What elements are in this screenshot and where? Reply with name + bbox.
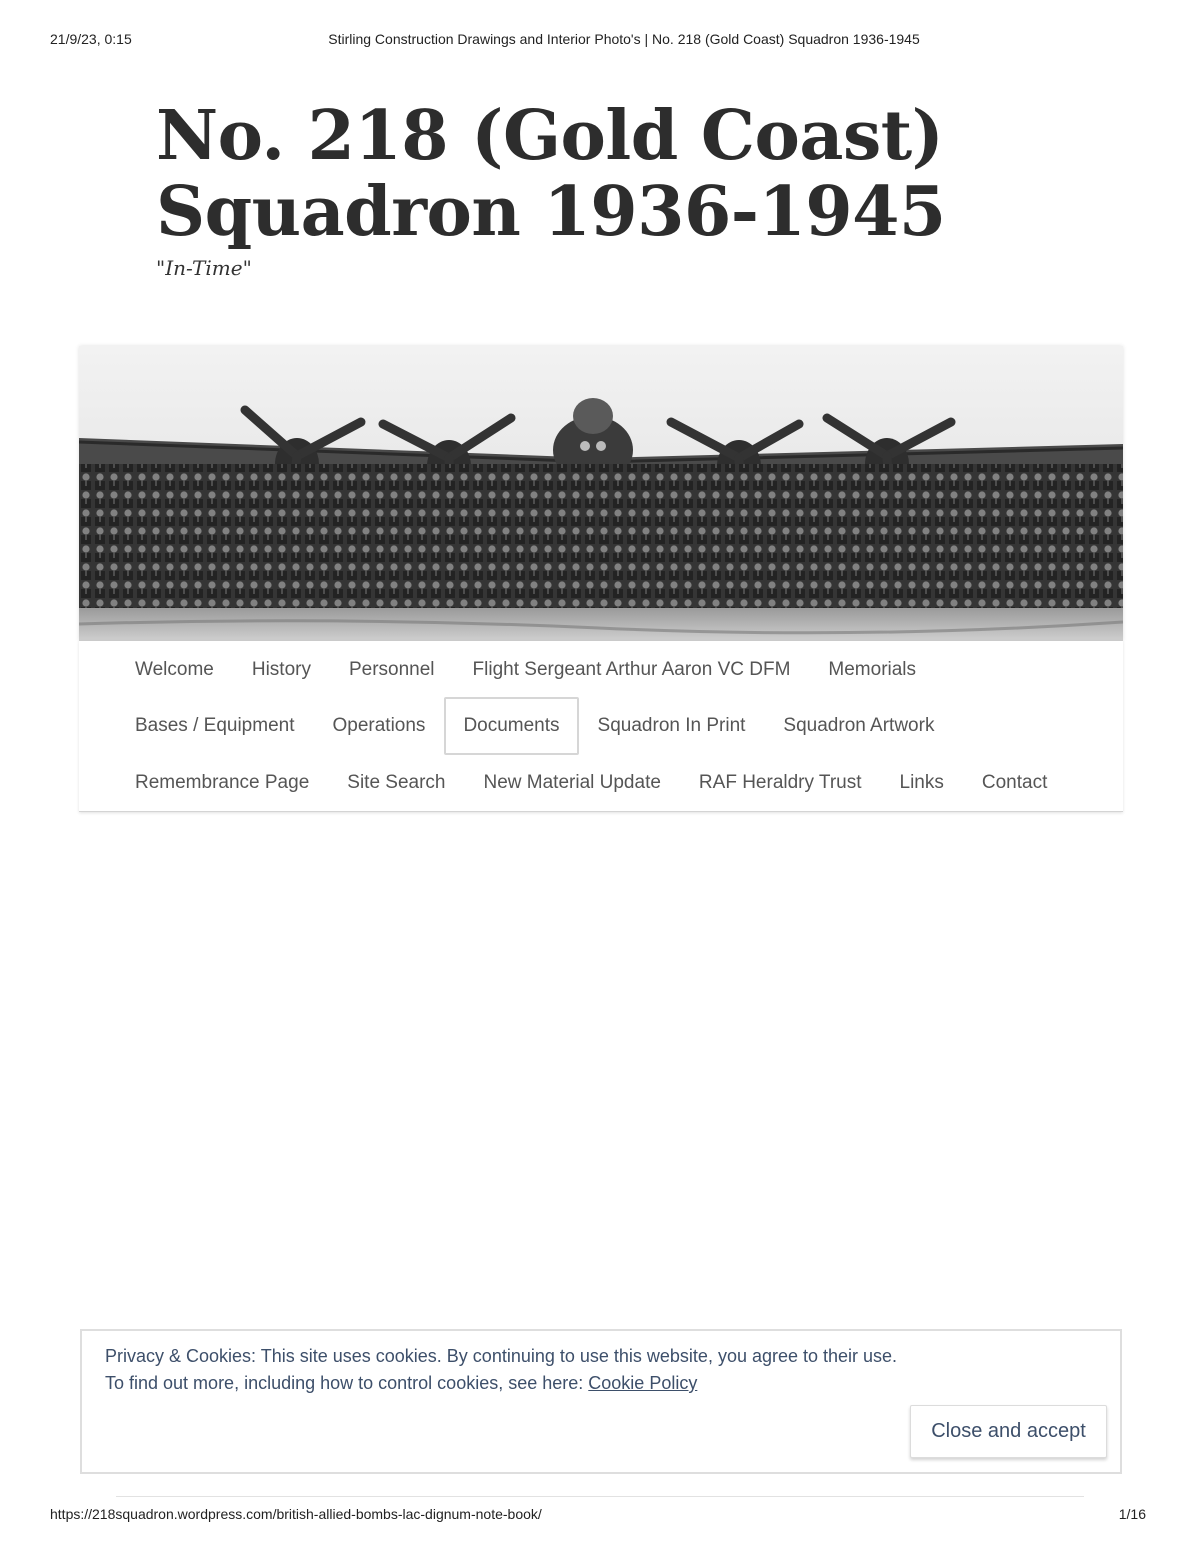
main-navigation [79, 641, 1123, 812]
print-datetime: 21/9/23, 0:15 [50, 31, 132, 47]
nav-item-squadron-artwork[interactable]: Squadron Artwork [783, 715, 935, 736]
nav-row-3 [116, 754, 1066, 811]
site-title-line1: No. 218 (Gold Coast) [156, 96, 944, 176]
cookie-policy-link[interactable]: Cookie Policy [588, 1373, 698, 1393]
nav-item-arthur-aaron[interactable]: Flight Sergeant Arthur Aaron VC DFM [472, 659, 791, 680]
nav-item-squadron-in-print[interactable]: Squadron In Print [597, 715, 746, 736]
close-and-accept-button[interactable]: Close and accept [910, 1405, 1107, 1458]
footer-divider [116, 1496, 1084, 1497]
nav-item-welcome[interactable]: Welcome [135, 659, 214, 680]
cookie-line1: Privacy & Cookies: This site uses cookies. By continuing to use this website, you agree to their use. [105, 1346, 898, 1366]
nav-item-documents[interactable]: Documents [444, 697, 578, 755]
nav-item-operations[interactable]: Operations [332, 715, 426, 736]
nav-row-2 [116, 697, 953, 754]
site-title-line2: Squadron 1936-1945 [156, 172, 946, 252]
nav-item-remembrance-page[interactable]: Remembrance Page [135, 772, 310, 793]
site-title[interactable] [156, 98, 1056, 250]
cookie-text [105, 1343, 897, 1397]
nav-item-links[interactable]: Links [899, 772, 944, 793]
site-description: "In-Time" [156, 256, 252, 280]
nav-item-history[interactable]: History [251, 659, 311, 680]
cookie-line2-prefix: To find out more, including how to control cookies, see here: [105, 1373, 589, 1393]
cookie-line2 [105, 1370, 897, 1397]
header-image [79, 346, 1123, 641]
nav-item-bases-equipment[interactable]: Bases / Equipment [135, 715, 295, 736]
nav-row-1 [116, 641, 935, 698]
nav-item-raf-heraldry-trust[interactable]: RAF Heraldry Trust [698, 772, 862, 793]
print-url: https://218squadron.wordpress.com/british-allied-bombs-lac-dignum-note-book/ [50, 1506, 542, 1522]
squadron-photo-illustration [79, 346, 1123, 641]
print-page-number: 1/16 [1118, 1506, 1146, 1522]
nav-item-contact[interactable]: Contact [981, 772, 1048, 793]
nav-item-memorials[interactable]: Memorials [828, 659, 917, 680]
nav-item-personnel[interactable]: Personnel [348, 659, 435, 680]
print-page-title: Stirling Construction Drawings and Interior Photo's | No. 218 (Gold Coast) Squadron 1936-1945 [328, 31, 920, 47]
nav-item-new-material-update[interactable]: New Material Update [483, 772, 661, 793]
nav-item-site-search[interactable]: Site Search [347, 772, 446, 793]
cookie-banner [80, 1329, 1122, 1474]
